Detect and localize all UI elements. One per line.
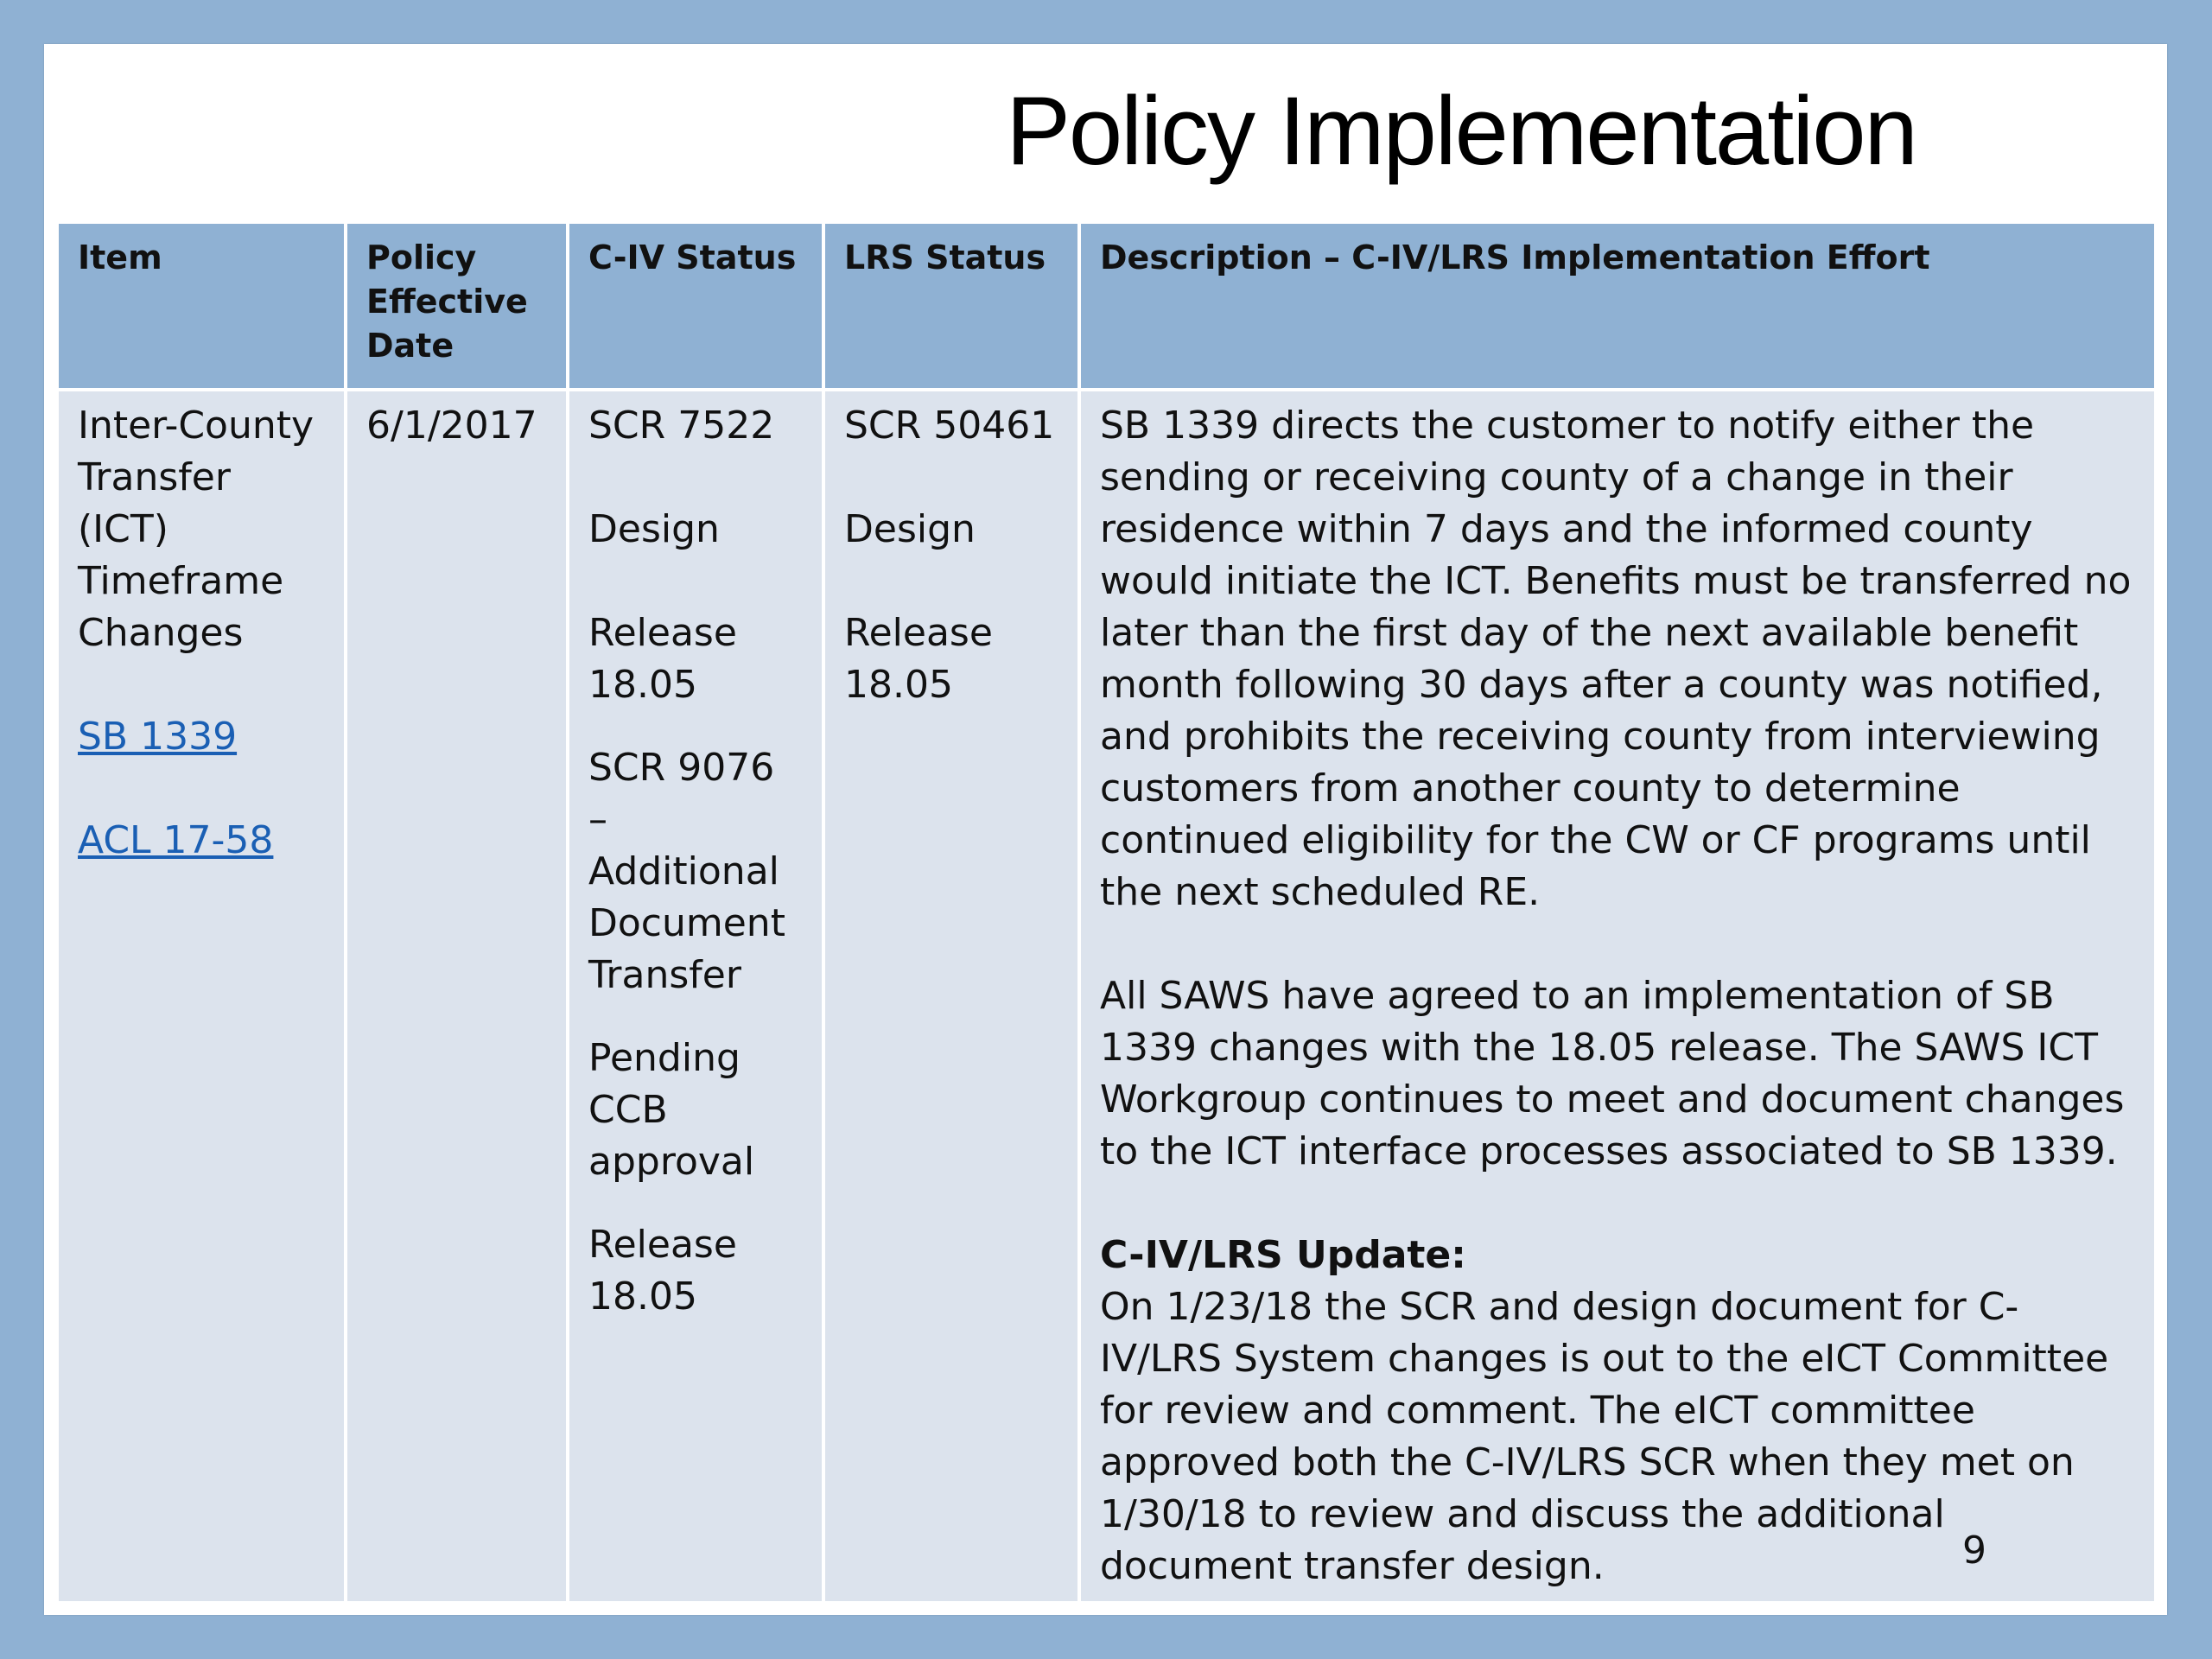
header-lrs-status: LRS Status bbox=[825, 224, 1077, 388]
policy-table-container bbox=[55, 220, 2158, 1588]
cell-lrs-status bbox=[825, 391, 1077, 1601]
slide bbox=[44, 44, 2167, 1615]
spacer bbox=[588, 1001, 803, 1033]
spacer bbox=[78, 763, 325, 815]
update-heading: C-IV/LRS Update: bbox=[1100, 1233, 1466, 1277]
spacer bbox=[588, 711, 803, 742]
lrs-release: Release 18.05 bbox=[844, 611, 993, 707]
cell-item bbox=[59, 391, 344, 1601]
spacer bbox=[1100, 918, 2135, 970]
civ-pending: Pending CCB approval bbox=[588, 1036, 755, 1184]
header-policy-effective-date: Policy Effective Date bbox=[347, 224, 566, 388]
lrs-design: Design bbox=[844, 507, 976, 551]
item-title: Inter-County Transfer (ICT) Timeframe Changes bbox=[78, 404, 315, 655]
spacer bbox=[588, 556, 803, 607]
page-title: Policy Implementation bbox=[1006, 77, 1916, 185]
link-acl-17-58[interactable]: ACL 17-58 bbox=[78, 818, 274, 862]
spacer bbox=[844, 556, 1058, 607]
cell-policy-date: 6/1/2017 bbox=[347, 391, 566, 1601]
spacer bbox=[588, 1188, 803, 1219]
spacer bbox=[844, 452, 1058, 504]
civ-release-1: Release 18.05 bbox=[588, 611, 737, 707]
civ-design: Design bbox=[588, 507, 720, 551]
civ-scr-2: SCR 9076 – Additional Document Transfer bbox=[588, 746, 785, 997]
spacer bbox=[78, 659, 325, 711]
cell-civ-status bbox=[569, 391, 822, 1601]
civ-release-2: Release 18.05 bbox=[588, 1223, 737, 1319]
lrs-scr: SCR 50461 bbox=[844, 404, 1055, 448]
table-header-row bbox=[59, 224, 2154, 388]
civ-scr: SCR 7522 bbox=[588, 404, 775, 448]
header-civ-status: C-IV Status bbox=[569, 224, 822, 388]
header-item: Item bbox=[59, 224, 344, 388]
policy-table bbox=[55, 220, 2158, 1605]
update-text: On 1/23/18 the SCR and design document for C-IV/LRS System changes is out to the eICT Committee for review and comment. The eICT committee approved both the C-IV/LRS SCR when they met on 1/30/18 to review and discuss the additional document transfer design. bbox=[1100, 1285, 2109, 1588]
cell-description bbox=[1081, 391, 2154, 1601]
description-paragraph-1: SB 1339 directs the customer to notify either the sending or receiving county of a change in their residence within 7 days and the informed county would initiate the ICT. Benefits must be transferred no later than the first day of the next available benefit month following 30 days after a county was notified, and prohibits the receiving county from interviewing customers from another county to determine continued eligibility for the CW or CF programs until the next scheduled RE. bbox=[1100, 404, 2132, 914]
description-paragraph-2: All SAWS have agreed to an implementation of SB 1339 changes with the 18.05 release. The SAWS ICT Workgroup continues to meet and document changes to the ICT interface processes associated to SB 1339. bbox=[1100, 974, 2125, 1173]
spacer bbox=[588, 452, 803, 504]
link-sb-1339[interactable]: SB 1339 bbox=[78, 715, 238, 759]
page-number: 9 bbox=[1962, 1529, 1986, 1573]
table-row bbox=[59, 391, 2154, 1601]
header-description: Description – C-IV/LRS Implementation Effort bbox=[1081, 224, 2154, 388]
spacer bbox=[1100, 1178, 2135, 1230]
